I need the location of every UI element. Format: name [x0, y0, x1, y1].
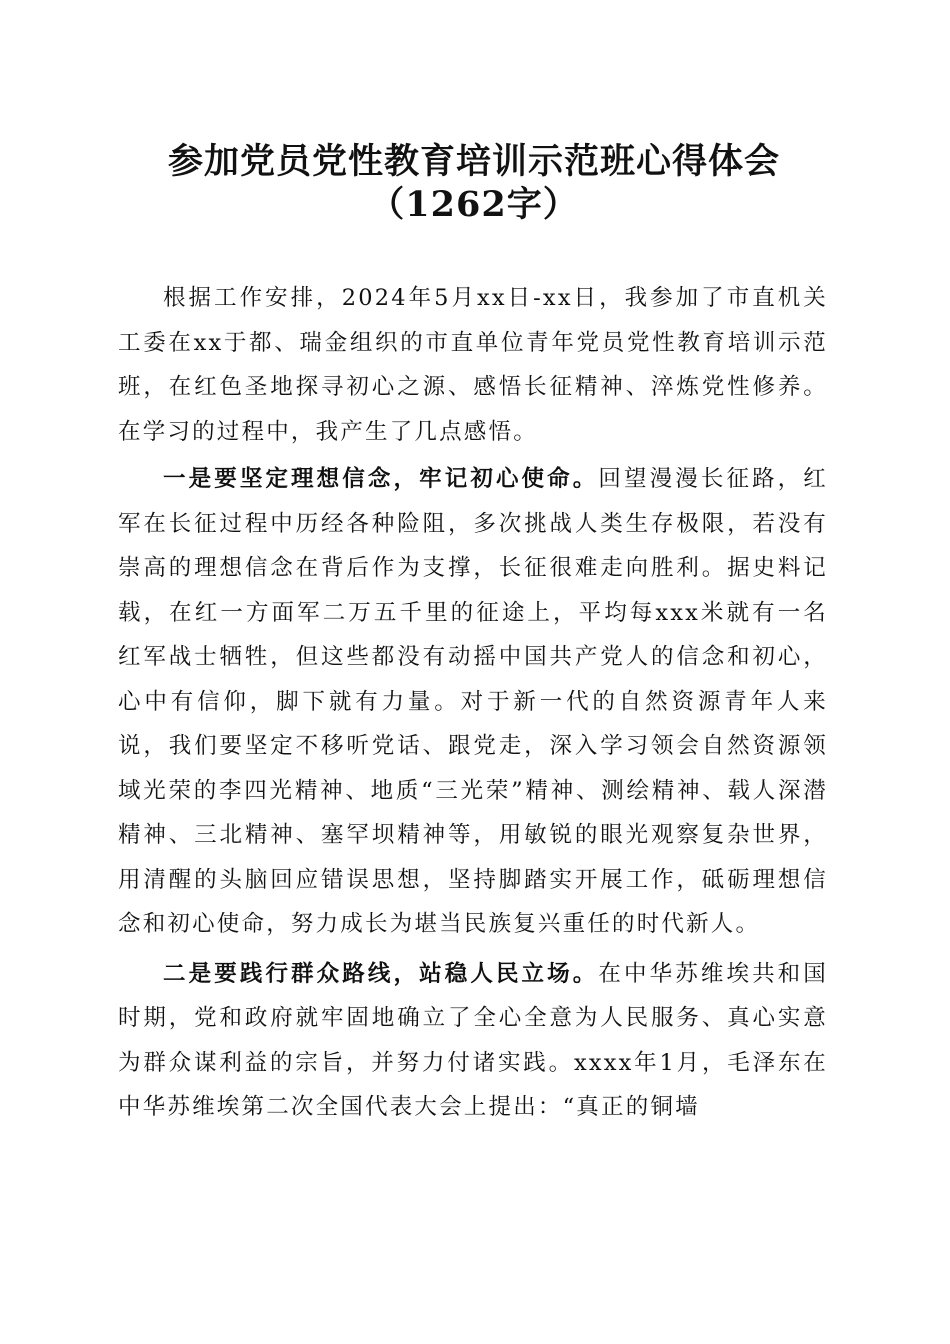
paragraph-point-one-text: 回望漫漫长征路，红军在长征过程中历经各种险阻，多次挑战人类生存极限，若没有崇高的理想信念在背后作为支撑，长征很难走向胜利。据史料记载，在红一方面军二万五千里的征途上，平均每xxx米就有一名红军战士牺牲，但这些都没有动摇中国共产党人的信念和初心，心中有信仰，脚下就有力量。对于新一代的自然资源青年人来说，我们要坚定不移听党话、跟党走，深入学习领会自然资源领域光荣的李四光精神、地质“三光荣”精神、测绘精神、载人深潜精神、三北精神、塞罕坝精神等，用敏锐的眼光观察复杂世界，用清醒的头脑回应错误思想，坚持脚踏实开展工作，砥砺理想信念和初心使命，努力成长为堪当民族复兴重任的时代新人。 — [118, 466, 828, 937]
paragraph-intro — [118, 276, 828, 454]
document-title: 参加党员党性教育培训示范班心得体会（1262字） — [167, 141, 780, 225]
paragraph-intro-text: 根据工作安排，2024年5月xx日-xx日，我参加了市直机关工委在xx于都、瑞金组织的市直单位青年党员党性教育培训示范班，在红色圣地探寻初心之源、感悟长征精神、淬炼党性修养。在学习的过程中，我产生了几点感悟。 — [118, 285, 828, 445]
paragraph-point-one-lead: 一是要坚定理想信念，牢记初心使命。 — [163, 466, 599, 492]
paragraph-point-two-lead: 二是要践行群众路线，站稳人民立场。 — [163, 960, 599, 987]
paragraph-point-one — [118, 457, 828, 947]
document-body — [118, 276, 828, 1130]
paragraph-point-two — [118, 952, 828, 1130]
paragraph-point-two-text: 在中华苏维埃共和国时期，党和政府就牢固地确立了全心全意为人民服务、真心实意为群众谋利益的宗旨，并努力付诸实践。xxxx年1月，毛泽东在中华苏维埃第二次全国代表大会上提出：“真正的铜墙 — [118, 960, 828, 1120]
